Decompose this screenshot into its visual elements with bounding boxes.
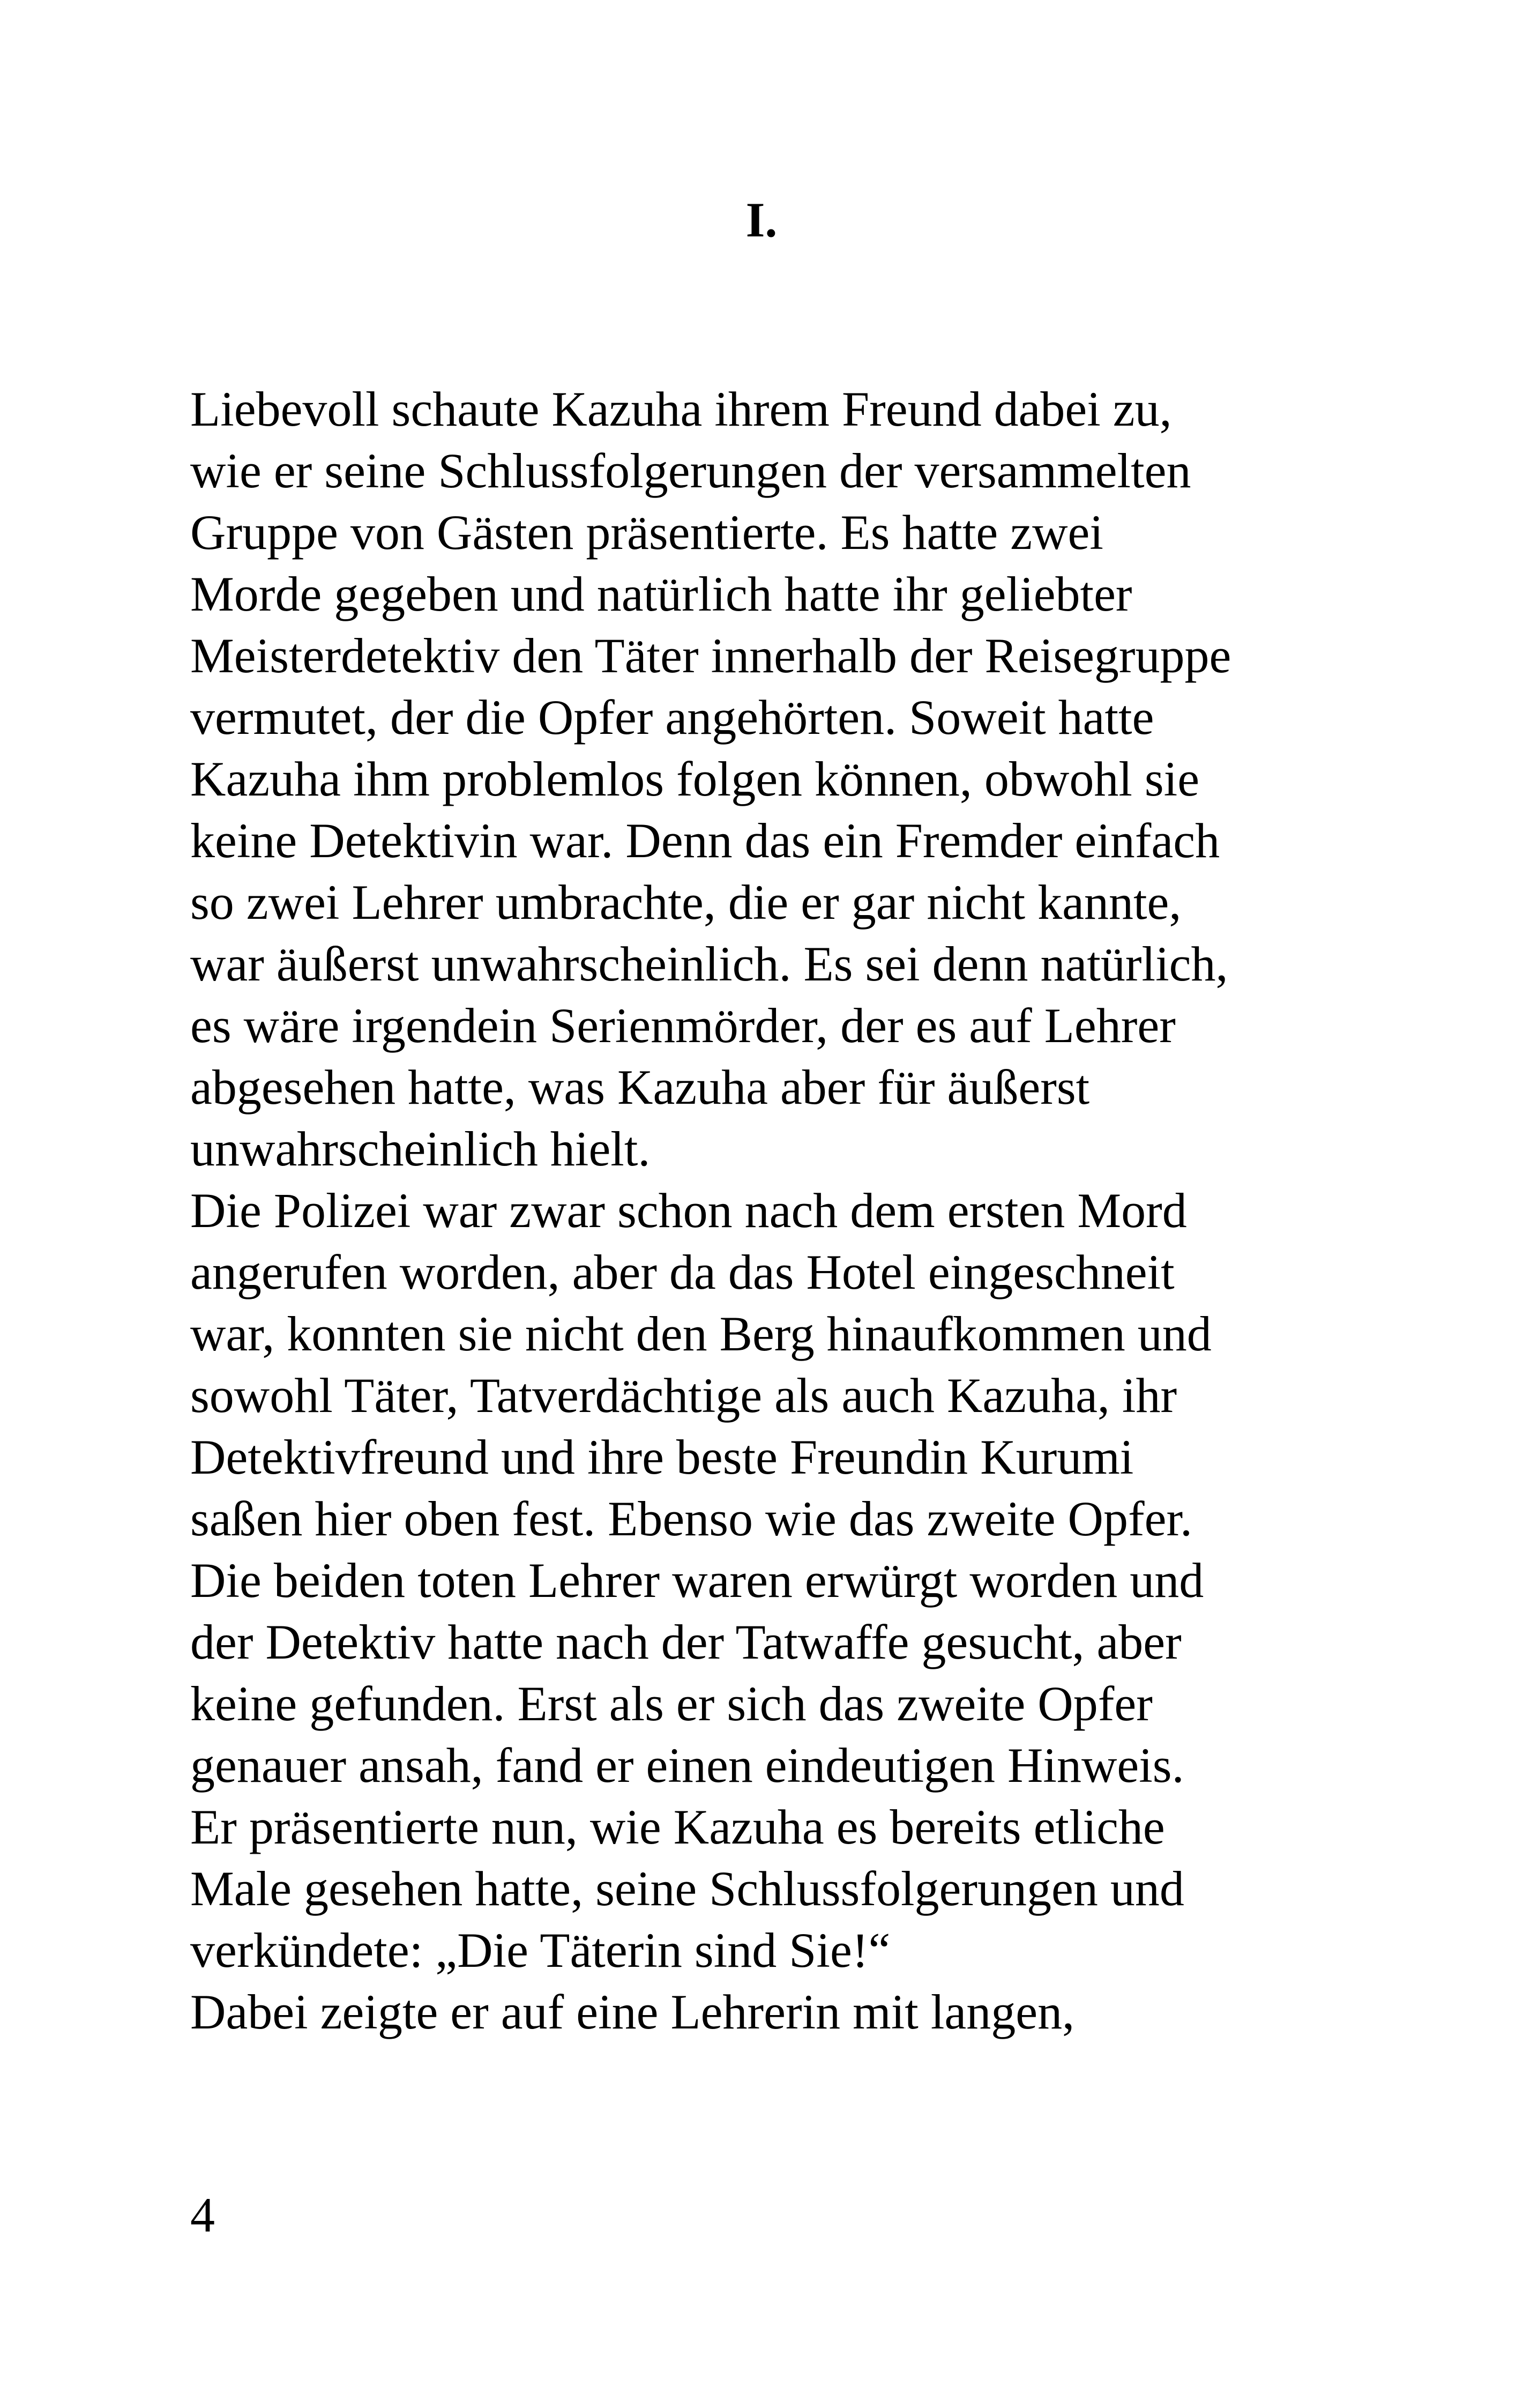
text-line: Die beiden toten Lehrer waren erwürgt worden und bbox=[190, 1553, 1204, 1608]
text-line: war, konnten sie nicht den Berg hinaufkommen und bbox=[190, 1306, 1212, 1361]
text-line: es wäre irgendein Serienmörder, der es auf Lehrer bbox=[190, 998, 1176, 1053]
text-line: keine gefunden. Erst als er sich das zweite Opfer bbox=[190, 1676, 1153, 1731]
text-line: so zwei Lehrer umbrachte, die er gar nicht kannte, bbox=[190, 875, 1182, 930]
text-line: Male gesehen hatte, seine Schlussfolgerungen und bbox=[190, 1861, 1184, 1916]
text-line: Gruppe von Gästen präsentierte. Es hatte zwei bbox=[190, 505, 1103, 560]
chapter-heading: I. bbox=[745, 192, 778, 247]
page-number: 4 bbox=[190, 2188, 215, 2242]
text-line: Detektivfreund und ihre beste Freundin Kurumi bbox=[190, 1430, 1134, 1484]
text-line: genauer ansah, fand er einen eindeutigen Hinweis. bbox=[190, 1738, 1184, 1793]
text-line: verkündete: „Die Täterin sind Sie!“ bbox=[190, 1923, 891, 1978]
text-line: sowohl Täter, Tatverdächtige als auch Kazuha, ihr bbox=[190, 1368, 1177, 1423]
text-line: Meisterdetektiv den Täter innerhalb der Reisegruppe bbox=[190, 628, 1231, 683]
text-line: der Detektiv hatte nach der Tatwaffe gesucht, aber bbox=[190, 1615, 1182, 1669]
text-line: Morde gegeben und natürlich hatte ihr geliebter bbox=[190, 567, 1132, 621]
text-line: Die Polizei war zwar schon nach dem ersten Mord bbox=[190, 1183, 1187, 1238]
text-line: Dabei zeigte er auf eine Lehrerin mit langen, bbox=[190, 1985, 1075, 2039]
text-line: war äußerst unwahrscheinlich. Es sei denn natürlich, bbox=[190, 937, 1228, 991]
body-text bbox=[190, 378, 1358, 2043]
text-line: Er präsentierte nun, wie Kazuha es bereits etliche bbox=[190, 1800, 1165, 1854]
text-line: abgesehen hatte, was Kazuha aber für äußerst bbox=[190, 1060, 1090, 1114]
text-line: Kazuha ihm problemlos folgen können, obwohl sie bbox=[190, 752, 1200, 806]
text-line: keine Detektivin war. Denn das ein Fremder einfach bbox=[190, 813, 1220, 868]
text-line: vermutet, der die Opfer angehörten. Soweit hatte bbox=[190, 690, 1154, 745]
text-line: Liebevoll schaute Kazuha ihrem Freund dabei zu, bbox=[190, 382, 1172, 436]
text-line: unwahrscheinlich hielt. bbox=[190, 1121, 651, 1176]
text-line: wie er seine Schlussfolgerungen der versammelten bbox=[190, 443, 1191, 498]
text-line: angerufen worden, aber da das Hotel eingeschneit bbox=[190, 1245, 1175, 1299]
text-line: saßen hier oben fest. Ebenso wie das zweite Opfer. bbox=[190, 1491, 1193, 1546]
